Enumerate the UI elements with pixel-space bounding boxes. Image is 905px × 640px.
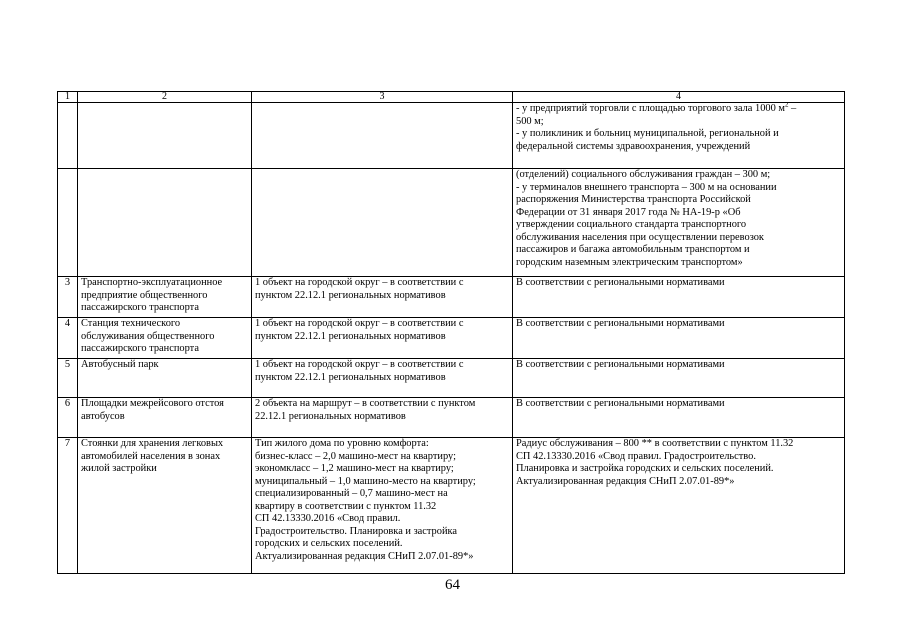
table-header-row [58,92,845,103]
norms-table [57,91,845,574]
text-line: 1 объект на городской округ – в соответствии с [255,359,464,370]
accessibility-cell [513,318,845,359]
text-line: Стоянки для хранения легковых [81,438,224,449]
text-line: 500 м; [516,115,544,127]
text-line: - у предприятий торговли с площадью торгового зала 1000 $м^2$ – [516,102,797,114]
accessibility-cell [513,103,845,169]
text-line: обслуживания населения при осуществлении перевозок [516,231,764,243]
table-row [58,359,845,398]
row-number-cell: 7 [58,438,78,574]
object-name-cell [78,277,252,318]
text-line: федеральной системы здравоохранения, учреждений [516,140,751,152]
row-number-cell: 4 [58,318,78,359]
header-col-1: 1 [58,92,78,103]
table-row [58,277,845,318]
text-line: обслуживания общественного [81,330,215,342]
text-line: бизнес-класс – 2,0 машино-мест на квартиру; [255,450,456,462]
object-name-cell [78,398,252,438]
row-number-cell [58,103,78,169]
text-line: жилой застройки [81,463,157,474]
text-line: утверждении социального стандарта транспортного [516,219,747,230]
text-line: СП 42.13330.2016 «Свод правил. Градостроительство. [516,450,756,462]
text-line: В соответствии с региональными нормативами [516,277,725,288]
norm-cell [252,398,513,438]
table-row-continued-b [58,169,845,277]
table-row-continued-a [58,103,845,169]
text-line: специализированный – 0,7 машино-мест на [255,488,448,499]
page-number: 64 [445,577,460,593]
accessibility-cell [513,359,845,398]
text-line: 22.12.1 региональных нормативов [255,410,406,422]
text-line: - у поликлиник и больниц муниципальной, региональной и [516,128,779,139]
text-line: Площадки межрейсового отстоя [81,398,224,409]
norm-cell [252,103,513,169]
text-line: Транспортно-эксплуатационное [81,277,223,288]
accessibility-cell [513,398,845,438]
text-line: городским наземным электрическим транспортом» [516,256,743,268]
row-number-cell [58,169,78,277]
header-col-3: 3 [252,92,513,103]
text-line: пассажирского транспорта [81,343,199,354]
text-line: Актуализированная редакция СНиП 2.07.01-89*» [516,475,735,487]
text-line: предприятие общественного [81,289,208,301]
text-line: пассажирского транспорта [81,302,199,313]
text-line: Станция технического [81,318,181,329]
text-line: Автобусный парк [81,359,159,370]
text-line: В соответствии с региональными нормативами [516,359,725,370]
table-row [58,438,845,574]
text-line: Актуализированная редакция СНиП 2.07.01-89*» [255,550,474,562]
text-line: муниципальный – 1,0 машино-место на квартиру; [255,475,476,487]
norm-cell [252,438,513,574]
header-col-4: 4 [513,92,845,103]
table-row [58,398,845,438]
text-line: Федерации от 31 января 2017 года № НА-19-р «Об [516,206,741,218]
text-line: - у терминалов внешнего транспорта – 300 м на основании [516,181,777,193]
text-line: Планировка и застройка городских и сельских поселений. [516,463,774,474]
text-line: 2 объекта на маршрут – в соответствии с пунктом [255,398,476,409]
norm-cell [252,169,513,277]
text-line: распоряжения Министерства транспорта Российской [516,194,751,205]
text-line: В соответствии с региональными нормативами [516,398,725,409]
object-name-cell [78,169,252,277]
text-line: В соответствии с региональными нормативами [516,318,725,329]
norm-cell [252,318,513,359]
text-line: городских и сельских поселений. [255,538,403,549]
table-row [58,318,845,359]
row-number-cell: 6 [58,398,78,438]
text-line: Градостроительство. Планировка и застройка [255,525,458,537]
norm-cell [252,277,513,318]
norm-cell [252,359,513,398]
text-line: пунктом 22.12.1 региональных нормативов [255,330,446,342]
object-name-cell [78,318,252,359]
superscript: 2 [784,102,789,109]
row-number-cell: 3 [58,277,78,318]
text-line: 1 объект на городской округ – в соответствии с [255,277,464,288]
accessibility-cell [513,169,845,277]
text-line: Тип жилого дома по уровню комфорта: [255,438,429,449]
text-line: автомобилей населения в зонах [81,450,221,462]
text-line: 1 объект на городской округ – в соответствии с [255,318,464,329]
object-name-cell [78,103,252,169]
text-line: пассажиров и багажа автомобильным транспортом и [516,244,750,255]
object-name-cell [78,359,252,398]
text-line: пунктом 22.12.1 региональных нормативов [255,289,446,301]
header-col-2: 2 [78,92,252,103]
text-line: пунктом 22.12.1 региональных нормативов [255,371,446,383]
text-line: квартиру в соответствии с пунктом 11.32 [255,500,437,512]
row-number-cell: 5 [58,359,78,398]
text-line: (отделений) социального обслуживания граждан – 300 м; [516,169,771,180]
text-line: Радиус обслуживания – 800 ** в соответствии с пунктом 11.32 [516,438,794,449]
text-line: СП 42.13330.2016 «Свод правил. [255,513,401,524]
accessibility-cell [513,438,845,574]
text-line: автобусов [81,410,125,422]
object-name-cell [78,438,252,574]
text-line: экономкласс – 1,2 машино-мест на квартиру; [255,463,454,474]
accessibility-cell [513,277,845,318]
